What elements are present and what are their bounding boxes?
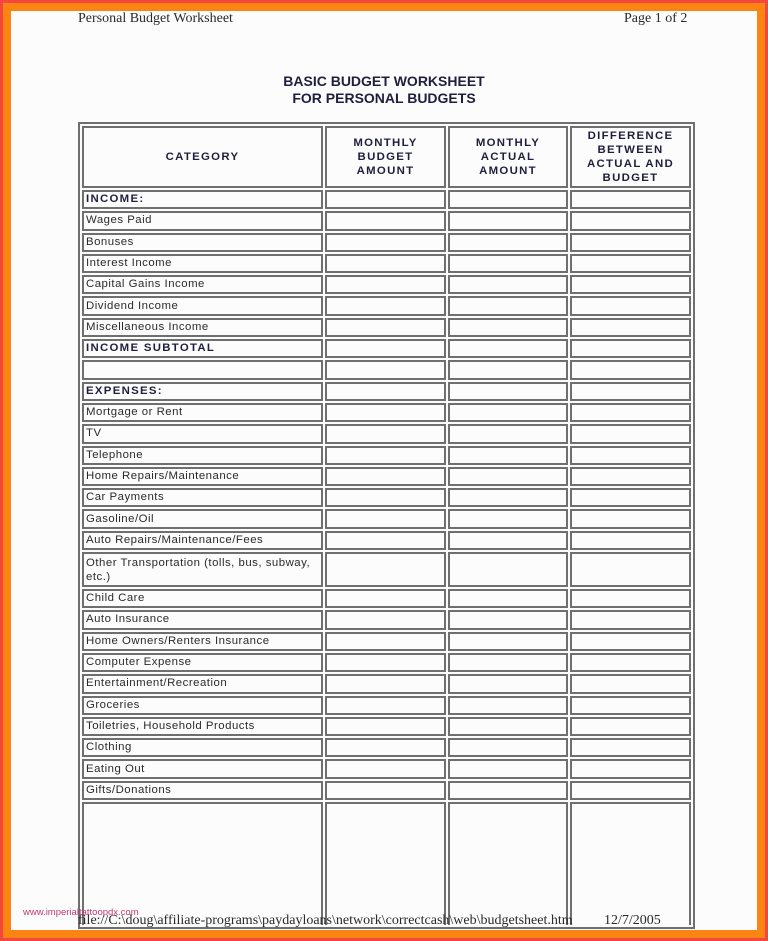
column-header-category: CATEGORY [82, 126, 323, 188]
actual-amount-cell[interactable] [448, 467, 568, 486]
actual-amount-cell[interactable] [448, 360, 568, 379]
budget-amount-cell[interactable] [325, 382, 446, 401]
table-row [82, 339, 691, 358]
difference-cell[interactable] [570, 339, 691, 358]
category-cell: Wages Paid [82, 211, 323, 230]
actual-amount-cell[interactable] [448, 382, 568, 401]
table-row [82, 446, 691, 465]
column-header-budget: MONTHLY BUDGET AMOUNT [325, 126, 446, 188]
actual-amount-cell[interactable] [448, 254, 568, 273]
actual-amount-cell[interactable] [448, 403, 568, 422]
table-row [82, 275, 691, 294]
table-row [82, 509, 691, 528]
category-cell: Telephone [82, 446, 323, 465]
category-cell: Mortgage or Rent [82, 403, 323, 422]
difference-cell[interactable] [570, 275, 691, 294]
difference-cell[interactable] [570, 632, 691, 651]
budget-amount-cell[interactable] [325, 190, 446, 209]
actual-amount-cell[interactable] [448, 696, 568, 715]
budget-amount-cell[interactable] [325, 211, 446, 230]
category-cell: Car Payments [82, 488, 323, 507]
budget-amount-cell[interactable] [325, 488, 446, 507]
difference-cell[interactable] [570, 738, 691, 757]
column-header-actual: MONTHLY ACTUAL AMOUNT [448, 126, 568, 188]
table-row [82, 589, 691, 608]
table-row [82, 552, 691, 587]
difference-cell[interactable] [570, 759, 691, 778]
difference-cell[interactable] [570, 674, 691, 693]
budget-amount-cell[interactable] [325, 610, 446, 629]
budget-amount-cell[interactable] [325, 509, 446, 528]
table-row [82, 233, 691, 252]
table-row [82, 296, 691, 315]
table-row [82, 488, 691, 507]
table-row [82, 360, 691, 379]
difference-cell[interactable] [570, 424, 691, 443]
difference-cell[interactable] [570, 190, 691, 209]
budget-amount-cell[interactable] [325, 674, 446, 693]
category-cell: Entertainment/Recreation [82, 674, 323, 693]
actual-amount-cell[interactable] [448, 531, 568, 550]
difference-cell[interactable] [570, 653, 691, 672]
budget-amount-cell[interactable] [325, 738, 446, 757]
budget-amount-cell[interactable] [325, 696, 446, 715]
difference-cell[interactable] [570, 211, 691, 230]
category-cell: Clothing [82, 738, 323, 757]
page-indicator: Page 1 of 2 [624, 11, 688, 26]
actual-amount-cell[interactable] [448, 296, 568, 315]
difference-cell[interactable] [570, 717, 691, 736]
actual-amount-cell[interactable] [448, 552, 568, 587]
table-row [82, 717, 691, 736]
budget-amount-cell[interactable] [325, 446, 446, 465]
budget-amount-cell[interactable] [325, 233, 446, 252]
category-cell [82, 360, 323, 379]
watermark-link[interactable]: www.imperialtattoopdx.com [23, 907, 139, 918]
category-cell: Gifts/Donations [82, 781, 323, 800]
table-row [82, 632, 691, 651]
difference-cell[interactable] [570, 467, 691, 486]
footer-date: 12/7/2005 [604, 913, 661, 928]
table-row [82, 403, 691, 422]
actual-amount-cell[interactable] [448, 781, 568, 800]
table-row [82, 610, 691, 629]
category-cell: Auto Repairs/Maintenance/Fees [82, 531, 323, 550]
difference-cell[interactable] [570, 233, 691, 252]
difference-cell[interactable] [570, 552, 691, 587]
difference-cell[interactable] [570, 318, 691, 337]
actual-amount-cell[interactable] [448, 488, 568, 507]
budget-amount-cell[interactable] [325, 781, 446, 800]
budget-amount-cell[interactable] [325, 296, 446, 315]
actual-amount-cell[interactable] [448, 717, 568, 736]
filler-cell[interactable] [325, 802, 446, 925]
table-row [82, 318, 691, 337]
category-cell: Computer Expense [82, 653, 323, 672]
difference-cell[interactable] [570, 696, 691, 715]
category-cell: Interest Income [82, 254, 323, 273]
actual-amount-cell[interactable] [448, 318, 568, 337]
category-cell: Eating Out [82, 759, 323, 778]
budget-amount-cell[interactable] [325, 632, 446, 651]
difference-cell[interactable] [570, 254, 691, 273]
actual-amount-cell[interactable] [448, 632, 568, 651]
table-row [82, 190, 691, 209]
category-cell: Capital Gains Income [82, 275, 323, 294]
budget-amount-cell[interactable] [325, 717, 446, 736]
worksheet-title [11, 73, 757, 107]
budget-amount-cell[interactable] [325, 531, 446, 550]
table-row [82, 674, 691, 693]
filler-cell[interactable] [570, 802, 691, 925]
difference-cell[interactable] [570, 446, 691, 465]
table-header-row [82, 126, 691, 188]
actual-amount-cell[interactable] [448, 424, 568, 443]
table-row [82, 382, 691, 401]
table-row [82, 531, 691, 550]
category-cell: INCOME: [82, 190, 323, 209]
budget-amount-cell[interactable] [325, 360, 446, 379]
footer-file-path: file://C:\doug\affiliate-programs\paydayloans\network\correctcash\web\budgetsheet.htm [78, 913, 573, 928]
budget-amount-cell[interactable] [325, 403, 446, 422]
difference-cell[interactable] [570, 296, 691, 315]
difference-cell[interactable] [570, 509, 691, 528]
category-cell: Miscellaneous Income [82, 318, 323, 337]
budget-amount-cell[interactable] [325, 589, 446, 608]
budget-amount-cell[interactable] [325, 254, 446, 273]
budget-amount-cell[interactable] [325, 467, 446, 486]
actual-amount-cell[interactable] [448, 653, 568, 672]
table-row [82, 759, 691, 778]
actual-amount-cell[interactable] [448, 738, 568, 757]
budget-amount-cell[interactable] [325, 653, 446, 672]
category-cell: INCOME SUBTOTAL [82, 339, 323, 358]
table-row [82, 738, 691, 757]
actual-amount-cell[interactable] [448, 275, 568, 294]
category-cell: Bonuses [82, 233, 323, 252]
category-cell: Groceries [82, 696, 323, 715]
difference-cell[interactable] [570, 589, 691, 608]
budget-table [78, 122, 695, 929]
document-title: Personal Budget Worksheet [78, 11, 233, 26]
actual-amount-cell[interactable] [448, 610, 568, 629]
category-cell: Toiletries, Household Products [82, 717, 323, 736]
actual-amount-cell[interactable] [448, 589, 568, 608]
actual-amount-cell[interactable] [448, 233, 568, 252]
filler-cell[interactable] [448, 802, 568, 925]
category-cell: TV [82, 424, 323, 443]
table-row [82, 254, 691, 273]
difference-cell[interactable] [570, 781, 691, 800]
category-cell: Gasoline/Oil [82, 509, 323, 528]
budget-amount-cell[interactable] [325, 424, 446, 443]
category-cell: Child Care [82, 589, 323, 608]
table-row [82, 211, 691, 230]
actual-amount-cell[interactable] [448, 190, 568, 209]
actual-amount-cell[interactable] [448, 509, 568, 528]
difference-cell[interactable] [570, 382, 691, 401]
category-cell: EXPENSES: [82, 382, 323, 401]
difference-cell[interactable] [570, 403, 691, 422]
table-row [82, 781, 691, 800]
category-cell: Home Repairs/Maintenance [82, 467, 323, 486]
actual-amount-cell[interactable] [448, 446, 568, 465]
actual-amount-cell[interactable] [448, 759, 568, 778]
budget-amount-cell[interactable] [325, 339, 446, 358]
actual-amount-cell[interactable] [448, 339, 568, 358]
budget-amount-cell[interactable] [325, 275, 446, 294]
difference-cell[interactable] [570, 488, 691, 507]
document-page [11, 11, 757, 930]
column-header-difference: DIFFERENCE BETWEEN ACTUAL AND BUDGET [570, 126, 691, 188]
category-cell: Other Transportation (tolls, bus, subway, etc.) [82, 552, 323, 587]
difference-cell[interactable] [570, 360, 691, 379]
table-row [82, 653, 691, 672]
budget-amount-cell[interactable] [325, 759, 446, 778]
difference-cell[interactable] [570, 610, 691, 629]
budget-amount-cell[interactable] [325, 552, 446, 587]
budget-amount-cell[interactable] [325, 318, 446, 337]
difference-cell[interactable] [570, 531, 691, 550]
actual-amount-cell[interactable] [448, 674, 568, 693]
blank-filler-row [82, 802, 691, 925]
title-line-2: FOR PERSONAL BUDGETS [292, 90, 476, 106]
category-cell: Auto Insurance [82, 610, 323, 629]
category-cell: Home Owners/Renters Insurance [82, 632, 323, 651]
table-row [82, 696, 691, 715]
table-row [82, 424, 691, 443]
title-line-1: BASIC BUDGET WORKSHEET [283, 73, 485, 89]
actual-amount-cell[interactable] [448, 211, 568, 230]
table-row [82, 467, 691, 486]
category-cell: Dividend Income [82, 296, 323, 315]
